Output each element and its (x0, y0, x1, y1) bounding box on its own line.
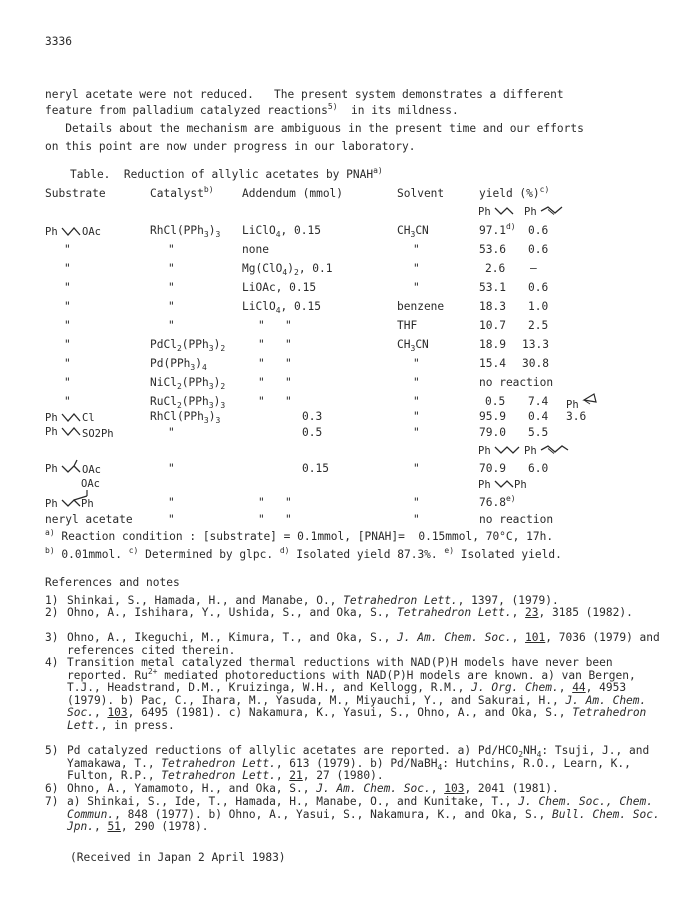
ditto-cell: " (413, 243, 420, 256)
reference-7: 7) a) Shinkai, S., Ide, T., Hamada, H., Manabe, O., and Kunitake, T., J. Chem. Soc., Chem. Commun., 848 (1977). b) Ohno, A., Yasui, S., Nakamura, K., and Oka, S., Bull. Chem. Soc. Jpn., 51, 290 (1978). (45, 795, 660, 833)
addendum-cell: 0.5 (302, 426, 323, 439)
body-line: feature from palladium catalyzed reactions$^{5)}$ in its mildness. (45, 102, 459, 117)
ditto-cell: " " (258, 513, 292, 526)
product-allylbenzene-icon (478, 203, 520, 219)
yield-cell: 79.0 (479, 426, 506, 439)
ditto-cell: " " (258, 376, 292, 389)
yield-cell: no reaction (479, 513, 554, 526)
substrate-methylcinnamyl-acetate-icon (45, 456, 115, 478)
header-yield: yield (%)$^{c)}$ (479, 185, 550, 200)
ditto-cell: " (413, 462, 420, 475)
catalyst-cell: $RhCl(PPh_3)_3$ (150, 224, 221, 239)
solvent-cell: THF (397, 319, 418, 332)
reference-6: 6) Ohno, A., Yamamoto, H., and Oka, S., J. Am. Chem. Soc., 103, 2041 (1981). (45, 782, 559, 795)
yield2-cell: 0.6 (528, 243, 549, 256)
substrate-cell: neryl acetate (45, 513, 133, 526)
header-substrate: Substrate (45, 187, 106, 200)
yield-cell: 0.5 (485, 395, 506, 408)
substrate-diphenylallyl-acetate-icon (45, 476, 135, 512)
yield2-cell: 5.5 (528, 426, 549, 439)
yield-cell: 95.9 (479, 410, 506, 423)
yield2-cell: 0.6 (528, 224, 549, 237)
addendum-cell: LiClO$_4$, 0.15 (242, 224, 321, 239)
ditto-cell: " " (258, 496, 292, 509)
footnote-bcde: $^{b)}$ 0.01mmol. $^{c)}$ Determined by glpc. $^{d)}$ Isolated yield 87.3%. $^{e)}$ Isolated yield. (45, 546, 562, 561)
ditto-cell: " (413, 376, 420, 389)
ditto-cell: " (413, 357, 420, 370)
yield-cell: 18.3 (479, 300, 506, 313)
solvent-cell: $CH_3CN$ (397, 224, 429, 239)
ditto-cell: " (413, 395, 420, 408)
catalyst-cell: $RuCl_2(PPh_3)_3$ (150, 395, 226, 410)
product-butenylbenzene-icon (478, 442, 524, 458)
yield-cell: 15.4 (479, 357, 506, 370)
yield-cell: 10.7 (479, 319, 506, 332)
ditto-cell: " (64, 395, 71, 408)
svg-text:SO2Ph: SO2Ph (82, 428, 114, 440)
received-date: (Received in Japan 2 April 1983) (70, 851, 286, 864)
addendum-cell: none (242, 243, 269, 256)
reference-3: 3) Ohno, A., Ikeguchi, M., Kimura, T., and Oka, S., J. Am. Chem. Soc., 101, 7036 (1979) and references cited therein. (45, 631, 660, 657)
yield-cell: 76.8$^{e)}$ (479, 494, 516, 509)
ditto-cell: " (64, 376, 71, 389)
ditto-cell: " (168, 462, 175, 475)
ditto-cell: " (64, 243, 71, 256)
ditto-cell: " (168, 426, 175, 439)
yield2-cell: 1.0 (528, 300, 549, 313)
addendum-cell: 0.15 (302, 462, 329, 475)
ditto-cell: " (413, 281, 420, 294)
ditto-cell: " (168, 281, 175, 294)
ditto-cell: " (64, 319, 71, 332)
catalyst-cell: $PdCl_2(PPh_3)_2$ (150, 338, 226, 353)
yield2-cell: 0.6 (528, 281, 549, 294)
svg-text:Ph: Ph (45, 426, 58, 438)
addendum-cell: $Mg(ClO_4)_2$, 0.1 (242, 262, 333, 277)
ditto-cell: " (413, 426, 420, 439)
substrate-cinnamyl-sulfone-icon (45, 423, 135, 443)
ditto-cell: " " (258, 338, 292, 351)
yield2-cell: 7.4 (528, 395, 549, 408)
reference-1: 1) Shinkai, S., Hamada, H., and Manabe, O., Tetrahedron Lett., 1397, (1979). (45, 594, 559, 607)
page-number: 3336 (45, 35, 72, 48)
svg-text:Ph: Ph (524, 206, 537, 218)
yield2-cell: 2.5 (528, 319, 549, 332)
ditto-cell: " (168, 262, 175, 275)
svg-text:Ph: Ph (45, 498, 58, 510)
ditto-cell: " (168, 513, 175, 526)
yield-cell: 53.6 (479, 243, 506, 256)
yield2-cell: 0.4 (528, 410, 549, 423)
ditto-cell: " (64, 357, 71, 370)
svg-text:Ph: Ph (81, 498, 94, 510)
body-line: on this point are now under progress in our laboratory. (45, 140, 416, 153)
body-line: Details about the mechanism are ambiguous in the present time and our efforts (45, 122, 584, 135)
header-addendum: Addendum (mmol) (242, 187, 344, 200)
addendum-cell: LiClO$_4$, 0.15 (242, 300, 321, 315)
references-heading: References and notes (45, 576, 180, 589)
ditto-cell: " (168, 243, 175, 256)
reference-4: 4) Transition metal catalyzed thermal reductions with NAD(P)H models have never been reported. $Ru^{2+}$ mediated photoreductions with NAD(P)H models are known. a) van Bergen, T.J., Headstrand, D.M., Kruizinga, W.H., and Kellogg, R.M., J. Org. Chem., 44, 4953 (1979). b) Pac, C., Ihara, M., Yasuda, M., Miyauchi, Y., and Sakurai, H., J. Am. Chem. Soc., 103, 6495 (1981). c) Nakamura, K., Yasui, S., Ohno, A., and Oka, S., Tetrahedron Lett., in press. (45, 656, 647, 732)
yield2-cell: 6.0 (528, 462, 549, 475)
ditto-cell: " (413, 262, 420, 275)
svg-text:Ph: Ph (45, 226, 58, 238)
substrate-cinnamyl-acetate-icon (45, 223, 115, 239)
ditto-cell: " " (258, 319, 292, 332)
reference-2: 2) Ohno, A., Ishihara, Y., Ushida, S., and Oka, S., Tetrahedron Lett., 23, 3185 (1982). (45, 606, 633, 619)
ditto-cell: " (168, 300, 175, 313)
ditto-cell: " (64, 262, 71, 275)
ditto-cell: " (168, 319, 175, 332)
yield-cell: 18.9 (479, 338, 506, 351)
ditto-cell: " (64, 338, 71, 351)
yield-cell: 97.1$^{d)}$ (479, 222, 516, 237)
ditto-cell: " " (258, 357, 292, 370)
svg-text:OAc: OAc (82, 226, 101, 238)
ditto-cell: " (413, 496, 420, 509)
footnote-a: $^{a)}$ Reaction condition : [substrate] = 0.1mmol, [PNAH]= 0.15mmol, 70°C, 17h. (45, 528, 554, 543)
svg-text:Ph: Ph (524, 445, 537, 457)
ditto-cell: " (168, 496, 175, 509)
yield2-cell: 30.8 (522, 357, 549, 370)
product-diphenylpropene-icon (478, 476, 538, 492)
ditto-cell: " (64, 300, 71, 313)
ditto-cell: " (64, 281, 71, 294)
yield-cell: 70.9 (479, 462, 506, 475)
svg-text:OAc: OAc (81, 478, 100, 490)
table-caption: Table. Reduction of allylic acetates by PNAH$^{a)}$ (70, 166, 383, 181)
catalyst-cell: $RhCl(PPh_3)_3$ (150, 410, 221, 425)
svg-text:Ph: Ph (514, 479, 527, 491)
svg-text:Cl: Cl (82, 412, 95, 424)
ditto-cell: " (413, 410, 420, 423)
svg-text:OAc: OAc (82, 464, 101, 476)
product-propenylbenzene-icon (524, 203, 568, 219)
catalyst-cell: $Pd(PPh_3)_4$ (150, 357, 207, 372)
yield-cell: 2.6 (485, 262, 506, 275)
reference-5: 5) Pd catalyzed reductions of allylic acetates are reported. a) $Pd/HCO_2NH_4$: Tsuji, J., and Yamakawa, T., Tetrahedron Lett., 613 (1979). b) Pd/NaBH$_4$: Hutchins, R.O., Learn, K., Fulton, R.P., Tetrahedron Lett., 21, 27 (1980). (45, 744, 650, 782)
addendum-cell: 0.3 (302, 410, 323, 423)
svg-text:Ph: Ph (478, 206, 491, 218)
solvent-cell: benzene (397, 300, 445, 313)
ditto-cell: " " (258, 395, 292, 408)
svg-text:Ph: Ph (45, 463, 58, 475)
addendum-cell: LiOAc, 0.15 (242, 281, 317, 294)
svg-text:Ph: Ph (45, 412, 58, 424)
yield-cell: 53.1 (479, 281, 506, 294)
body-line: neryl acetate were not reduced. The present system demonstrates a different (45, 88, 564, 101)
yield3-cell: 3.6 (566, 410, 587, 423)
solvent-cell: $CH_3CN$ (397, 338, 429, 353)
svg-text:Ph: Ph (566, 399, 579, 410)
yield-cell: no reaction (479, 376, 554, 389)
catalyst-cell: $NiCl_2(PPh_3)_2$ (150, 376, 226, 391)
header-catalyst: Catalyst$^{b)}$ (150, 185, 214, 200)
yield2-cell: — (530, 262, 537, 275)
yield2-cell: 13.3 (522, 338, 549, 351)
header-solvent: Solvent (397, 187, 445, 200)
product-cyclopropylbenzene-icon (566, 390, 606, 410)
ditto-cell: " (413, 513, 420, 526)
svg-text:Ph: Ph (478, 479, 491, 491)
product-butenylbenzene-isomer-icon (524, 442, 570, 458)
svg-text:Ph: Ph (478, 445, 491, 457)
